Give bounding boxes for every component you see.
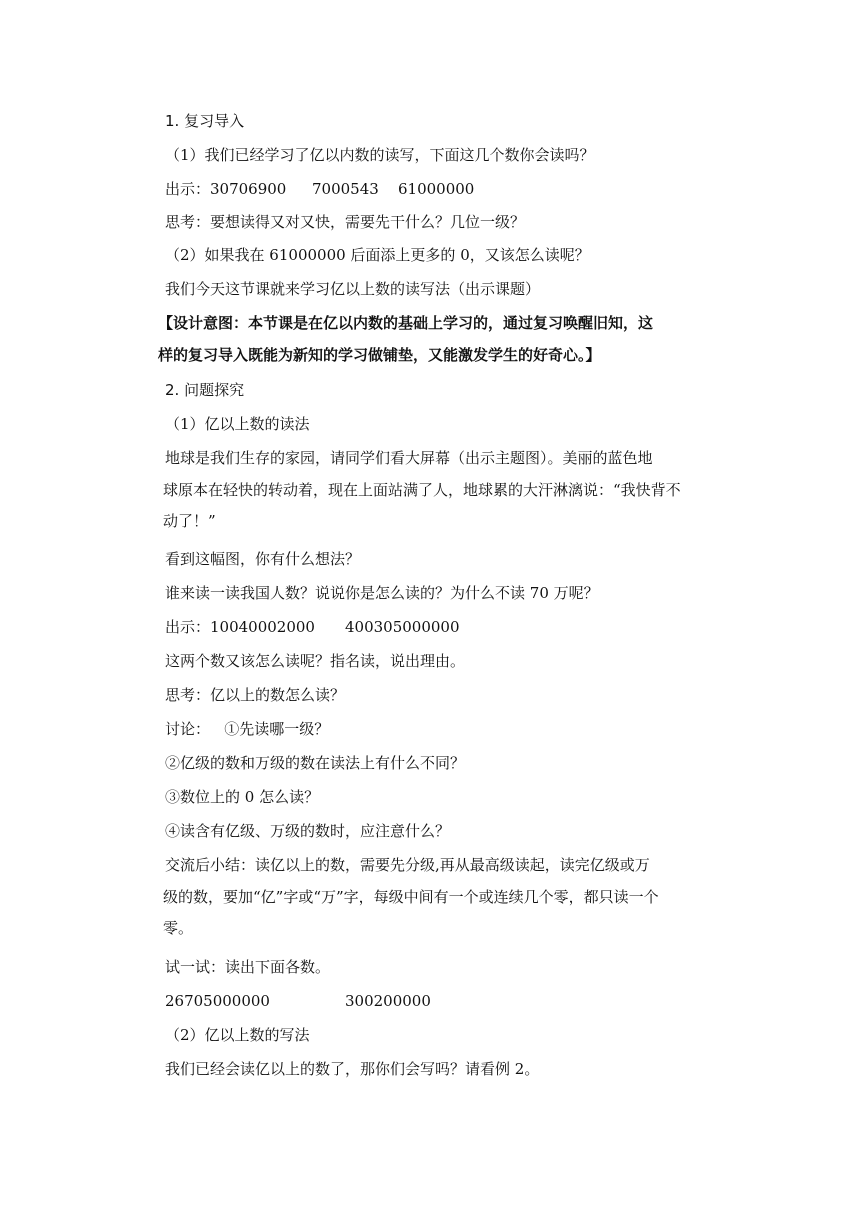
number-label: 出示：30706900	[165, 180, 287, 198]
number-label: 出示：10040002000	[165, 618, 315, 636]
text-line: 试一试：读出下面各数。	[165, 958, 331, 976]
number-value: 400305000000	[345, 618, 460, 636]
paragraph-line: 零。	[163, 919, 194, 937]
text-line: 我们已经会读亿以上的数了，那你们会写吗？请看例 2。	[165, 1060, 540, 1078]
text-line: ③数位上的 0 怎么读？	[165, 788, 320, 806]
design-intent-line: 【设计意图：本节课是在亿以内数的基础上学习的，通过复习唤醒旧知，这	[158, 314, 654, 332]
numbers-line	[165, 986, 735, 1018]
text-line: 这两个数又该怎么读呢？指名读，说出理由。	[165, 652, 466, 670]
paragraph-line: 交流后小结：读亿以上的数，需要先分级,再从最高级读起，读完亿级或万	[165, 856, 650, 874]
text-line: 看到这幅图，你有什么想法？	[165, 550, 361, 568]
design-intent-paragraph	[158, 308, 745, 371]
text-line: （1）我们已经学习了亿以内数的读写，下面这几个数你会读吗？	[165, 146, 595, 164]
story-paragraph	[165, 443, 735, 538]
paragraph-line: 地球是我们生存的家园，请同学们看大屏幕（出示主题图）。美丽的蓝色地	[165, 449, 653, 467]
text-line: （2）如果我在 61000000 后面添上更多的 0，又该怎么读呢？	[165, 246, 590, 264]
section-heading-review: 1. 复习导入	[165, 112, 245, 130]
text-line: ②亿级的数和万级的数在读法上有什么不同？	[165, 754, 466, 772]
text-line: 讨论： ①先读哪一级？	[165, 720, 330, 738]
number-value: 300200000	[345, 992, 431, 1010]
design-intent-line: 样的复习导入既能为新知的学习做铺垫，又能激发学生的好奇心。】	[158, 345, 601, 364]
text-line: 思考：亿以上的数怎么读？	[165, 686, 346, 704]
subsection-heading: （1）亿以上数的读法	[165, 415, 310, 433]
text-line: ④读含有亿级、万级的数时，应注意什么？	[165, 822, 451, 840]
summary-paragraph	[165, 850, 735, 945]
text-line: 我们今天这节课就来学习亿以上数的读写法（出示课题）	[165, 280, 541, 298]
paragraph-line: 级的数，要加“亿”字或“万”字，每级中间有一个或连续几个零，都只读一个	[163, 887, 659, 906]
numbers-line	[165, 174, 735, 206]
number-value: 61000000	[398, 180, 475, 198]
paragraph-line: 球原本在轻快的转动着，现在上面站满了人，地球累的大汗淋漓说：“我快背不	[163, 480, 681, 499]
numbers-line	[165, 612, 735, 644]
section-heading-explore: 2. 问题探究	[165, 381, 245, 399]
number-value: 26705000000	[165, 992, 270, 1010]
number-value: 7000543	[312, 180, 379, 198]
paragraph-line: 动了！”	[163, 512, 216, 530]
text-line: 思考：要想读得又对又快，需要先干什么？几位一级？	[165, 213, 526, 231]
subsection-heading: （2）亿以上数的写法	[165, 1026, 310, 1044]
text-line: 谁来读一读我国人数？说说你是怎么读的？为什么不读 70 万呢？	[165, 584, 599, 602]
